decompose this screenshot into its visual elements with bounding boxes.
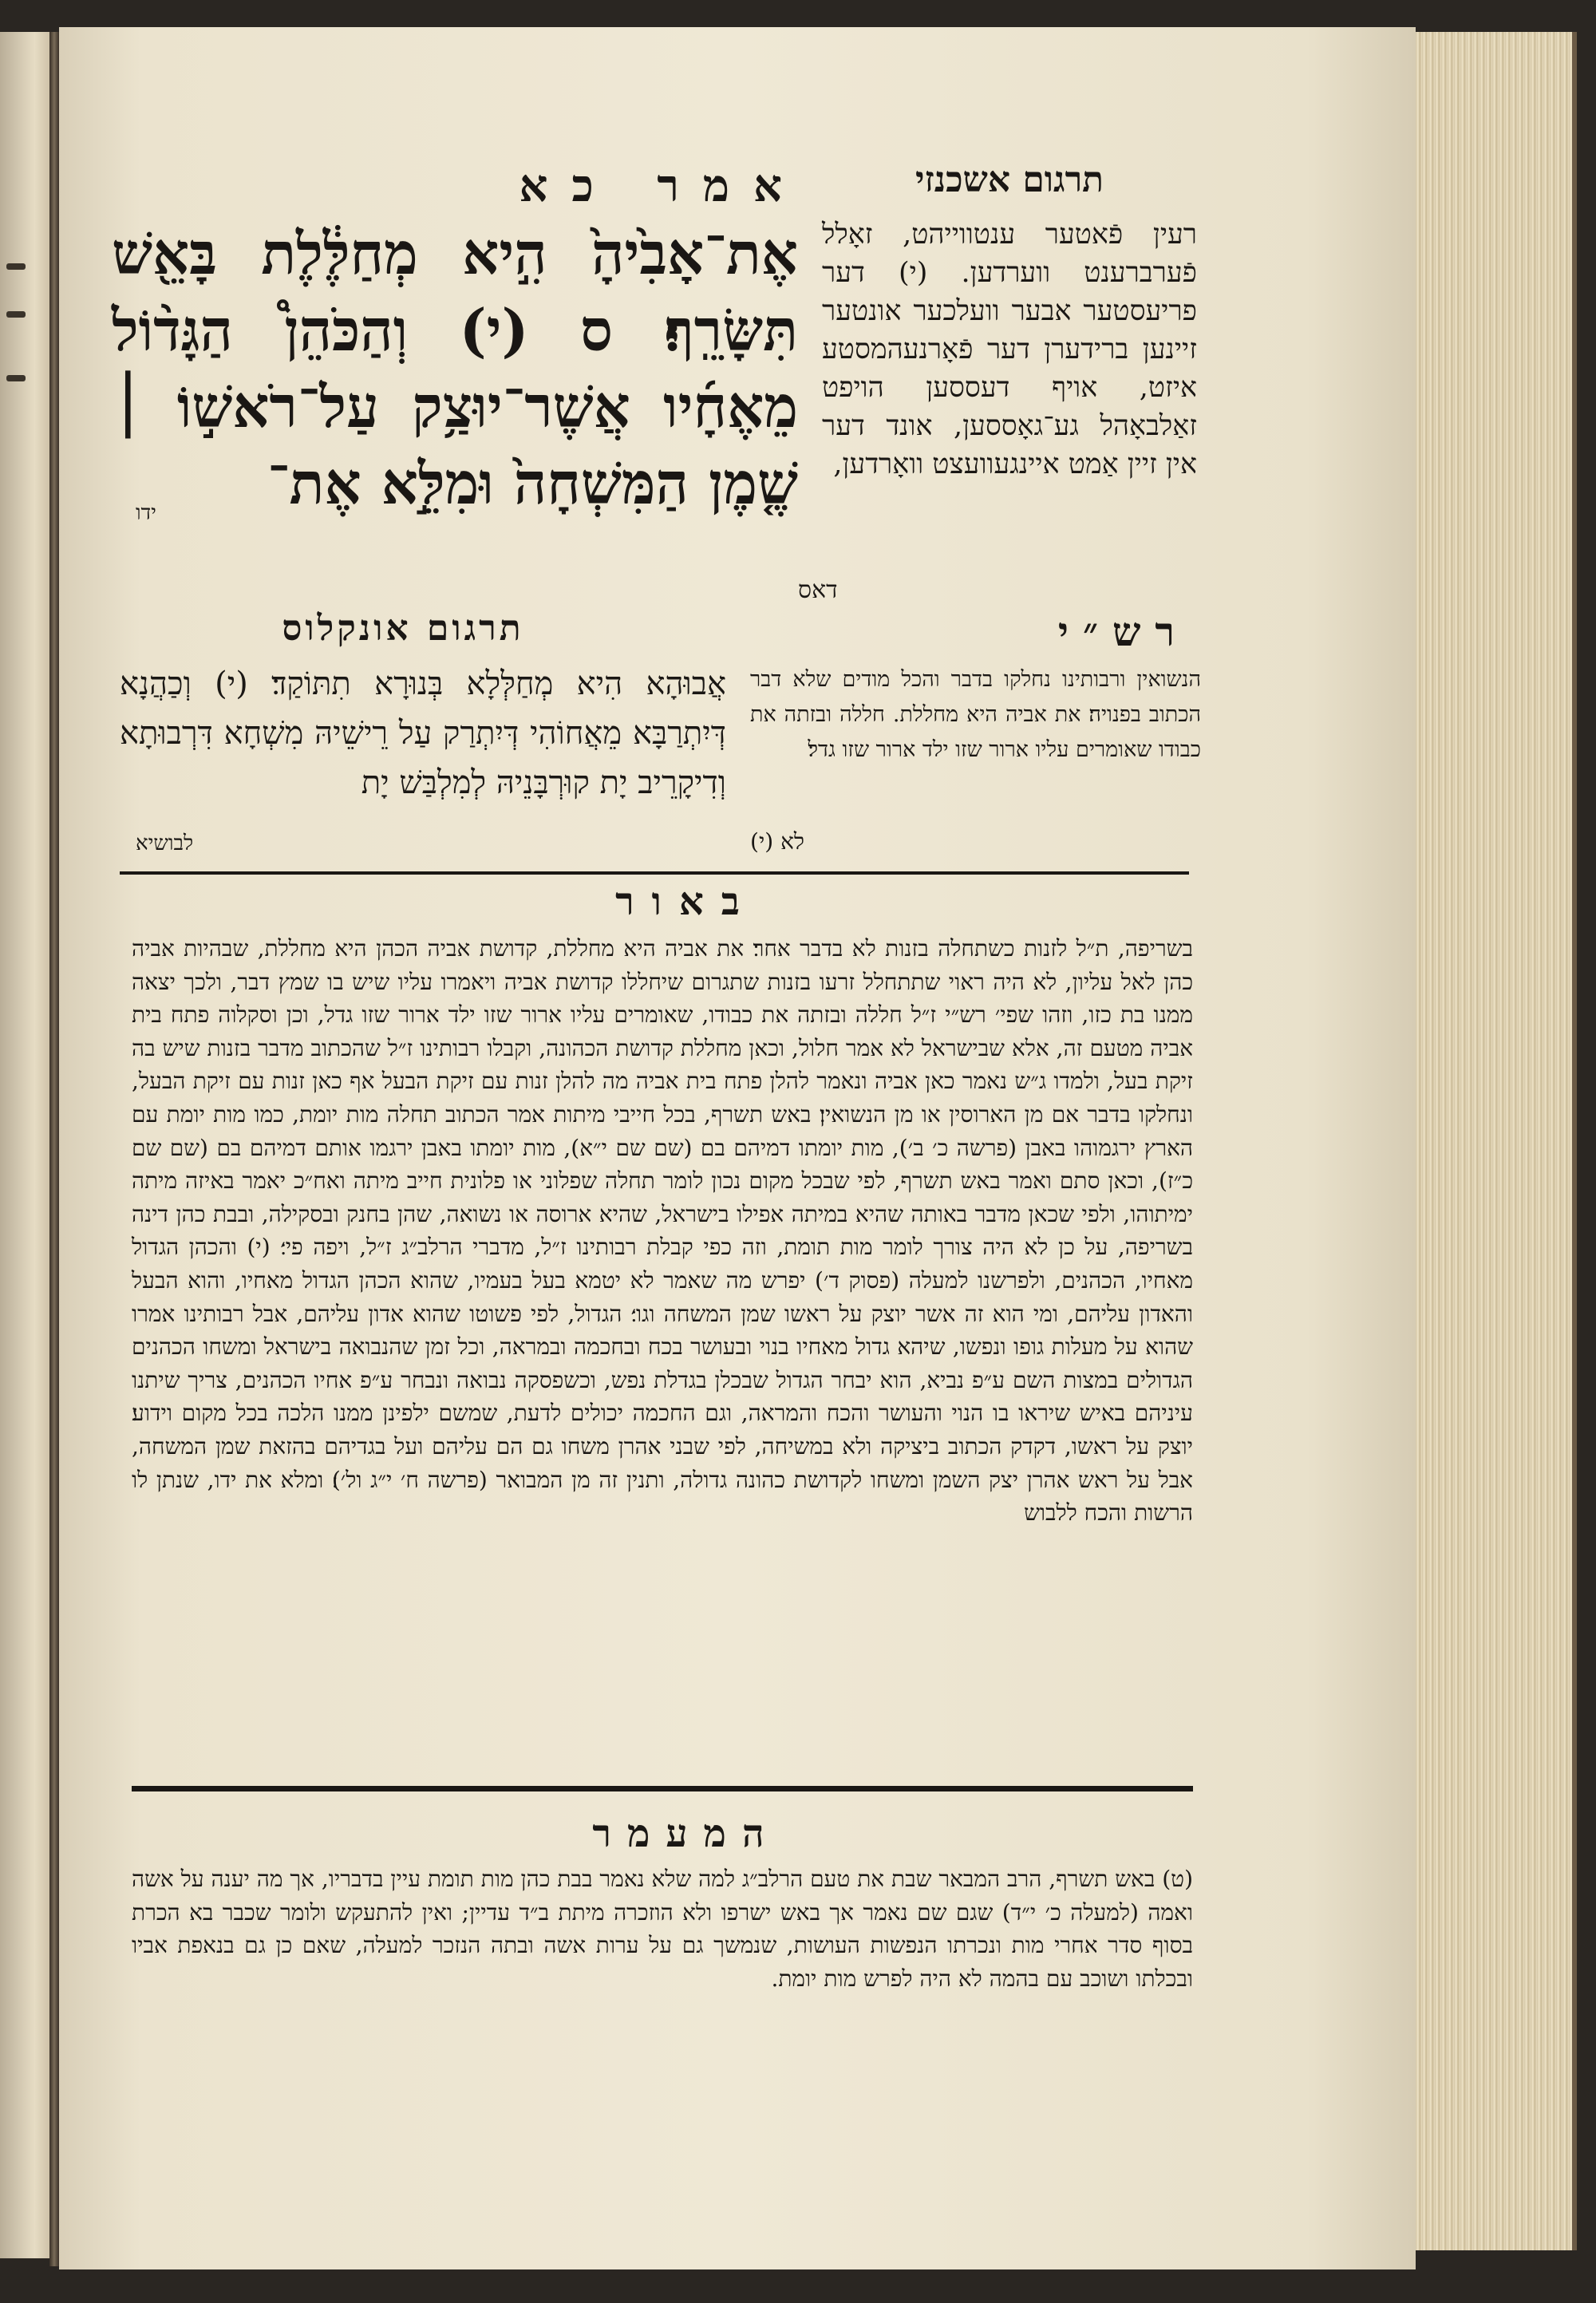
facing-page-edge bbox=[0, 32, 49, 2258]
biur-text: בשריפה, ת״ל לזנות כשתחלה בזנות לא בדבר אחר׃ את אביה היא מחללת, קדושת אביה הכהן היא מחללת, שבהיות אביה כהן לאל עליון, לא היה ראוי שתתחלל זרעו בזנות שתגרום שיחללו קדושת אביה ויאמרו עליו שיש בו שמץ דבר, ולכך יצאה ממנו בת כזו, וזהו שפי׳ רש״י ז״ל חללה ובזתה את כבודו, שאומרים עליו ארור שזו ילד ארור שזו גדל, וכן וסקלוה פתח בית אביה מטעם זה, אלא שבישראל לא אמר חלול, וכאן מחללת קדושת הכהונה, וקבלו רבותינו ז״ל שהכתוב מדבר בזנות שיש בה זיקת בעל, ולמדו ג״ש נאמר כאן אביה ונאמר להלן פתח בית אביה מה להלן זנות עם זיקת הבעל אף כאן זנות עם זיקת הבעל, ונחלקו בדבר אם מן הארוסין או מן הנשואין׃ באש תשרף, בכל חייבי מיתות אמר הכתוב תחלה מות יומת, כמו מות יומת עם הארץ ירגמוהו באבן (פרשה כ׳ ב׳), מות יומתו דמיהם בם (שם שם י״א), מות יומתו באבן ירגמו אותם דמיהם בם (שם שם כ״ז), וכאן סתם ואמר באש תשרף, לפי שבכל מקום נכון לומר תחלה שפלוני או פלונית חייב מיתה ואח״כ יאמר באיזה מיתה ימיתוהו, ולפי שכאן מדבר באותה שהיא במיתה אפילו בישראל, שהיא ארוסה או נשואה, שהן בחנק ובסקילה, ובבת כהן דינה בשריפה, על כן לא היה צורך לומר מות תומת, וזה כפי קבלת רבותינו ז״ל, מדברי הרלב״ג ז״ל, ויפה פי׳׃ (י) והכהן הגדול מאחיו, הכהנים, ולפרשנו למעלה (פסוק ד׳) יפרש מה שאמר לא יטמא בעל בעמיו, שהוא הכהן הגדול מאחיו, והוא הבעל והאדון עליהם, ומי הוא זה אשר יוצק על ראשו שמן המשחה וגו׳׃ הגדול, לפי פשוטו שהוא אדון עליהם, אבל רבותינו אמרו שהוא על מעלות גופו ונפשו, שיהא גדול מאחיו בנוי ובעושר בכח ובחכמה ובמראה, וכל זמן שהנבואה בישראל ומשחו הכהנים הגדולים במצות השם ע״פ נביא, הוא יבחר הגדול שבכלן בגדלת נפש, וכשפסקה נבואה ונבחר ע״פ אחיו הכהנים, צריך שיתנו עיניהם באיש שיראו בו הנוי והעושר והכח והמראה, וגם החכמה יכולים לדעת, שמשם ילפינן ממנו הלכה בכל מקום וידוע׃ יוצק על ראשו, דקדק הכתוב ביציקה ולא במשיחה, לפי שבני אהרן משחו גם הם עליהם ועל בגדיהם בהזאת שמן המשחה, אבל על ראש אהרן יצק השמן ומשחו לקדושת כהונה גדולה, ותנין זה מן המבואר (פרשה ח׳ י״ג ול׳)׃ ומלא את ידו, שנתן לו הרשות והכח ללבוש bbox=[132, 935, 1194, 1527]
onkelos-catchword: לבושיא bbox=[136, 832, 194, 855]
rashi-text: הנשואין ורבותינו נחלקו בדבר והכל מודים שלא דבר הכתוב בפנויה׃ את אביה היא מחללת. חללה ובזתה את כבודו שאומרים עליו ארור שזו ילד ארור שזו גדל׃ bbox=[750, 667, 1201, 762]
targum-ashkenazi-title: תרגום אשכנזי bbox=[915, 160, 1104, 200]
rashi-title: רש״י bbox=[1057, 608, 1189, 655]
facing-page-mark bbox=[6, 311, 26, 318]
verse-catchword: ידו bbox=[136, 501, 156, 525]
facing-page-mark bbox=[6, 263, 26, 270]
page-edges bbox=[1416, 32, 1577, 2250]
page-header: אמר כא bbox=[519, 160, 806, 212]
rashi-catchword: (י) לא bbox=[750, 828, 805, 855]
onkelos-text: אֲבוּהָא הִיא מְחַלְּלָא בְּנוּרָא תִתּוֹקַד׃ (י) וְכַהֲנָא דְּיִתְרַבָּא מֵאֲחוֹהִי דְּיִתְרַק עַל רֵישֵׁיהּ מִשְׁחָא דִּרְבוּתָא וְדִיקָרֵיב יָת קוּרְבָּנֵיהּ לְמִלְבַּשׁ יָת bbox=[120, 666, 726, 801]
hamaamar-title: המעמר bbox=[592, 1811, 780, 1856]
hamaamar-text: (ט) באש תשרף, הרב המבאר שבת את טעם הרלב״ג למה שלא נאמר בבת כהן מות תומת עיין בדבריו, אך מה יענה על אשה ואמה (למעלה כ׳ י״ד) שגם שם נאמר אך באש ישרפו ולא הוזכרה מיתת ב״ד עדיין; ואין להתעקש ולומר שכבר בא הכרת בסוף סדר אחרי מות ונכרתו הנפשות העושות, שנמשך גם על ערות אשה ובתה הנזכר למעלה, שאם כן גם בנאפת אביו ובכלתו ושוכב עם בהמה לא היה לפרש מות יומת. bbox=[132, 1866, 1193, 1992]
biur-title: באור bbox=[615, 879, 757, 924]
torah-verse: אֶת־אָבִ֙יהָ֙ הִ֣יא מְחַלֶּ֔לֶת בָּאֵ֖שׁ תִּשָּׂרֵֽף׃ ס (י) וְהַכֹּהֵן֩ הַגָּד֨וֹל מֵאֶחָ֜יו אֲשֶׁר־יוּצַ֥ק עַל־רֹאשׁ֣וֹ ׀ שֶׁ֤מֶן הַמִּשְׁחָה֙ וּמִלֵּ֣א אֶת־ bbox=[112, 219, 798, 517]
targum-ashkenazi-catchword: דאס bbox=[798, 576, 838, 604]
targum-ashkenazi-text: רעין פֿאטער ענטווייהט, זאָלל פֿערברענט ווערדען. (י) דער פריעסטער אבער וועלכער אונטער זיינען ברידערן דער פֿאָרנעהמסטע איזט, אויף דעססען הויפט זאַלבאָהל גע־גאָססען, אונד דער אין זיין אַמט איינגעוועצט וואָרדען, bbox=[822, 219, 1197, 480]
facing-page-mark bbox=[6, 375, 26, 381]
section-divider bbox=[120, 871, 1189, 875]
onkelos-title: תרגום אונקלוס bbox=[282, 608, 524, 649]
section-divider bbox=[132, 1786, 1193, 1791]
book-gutter bbox=[49, 32, 59, 2266]
